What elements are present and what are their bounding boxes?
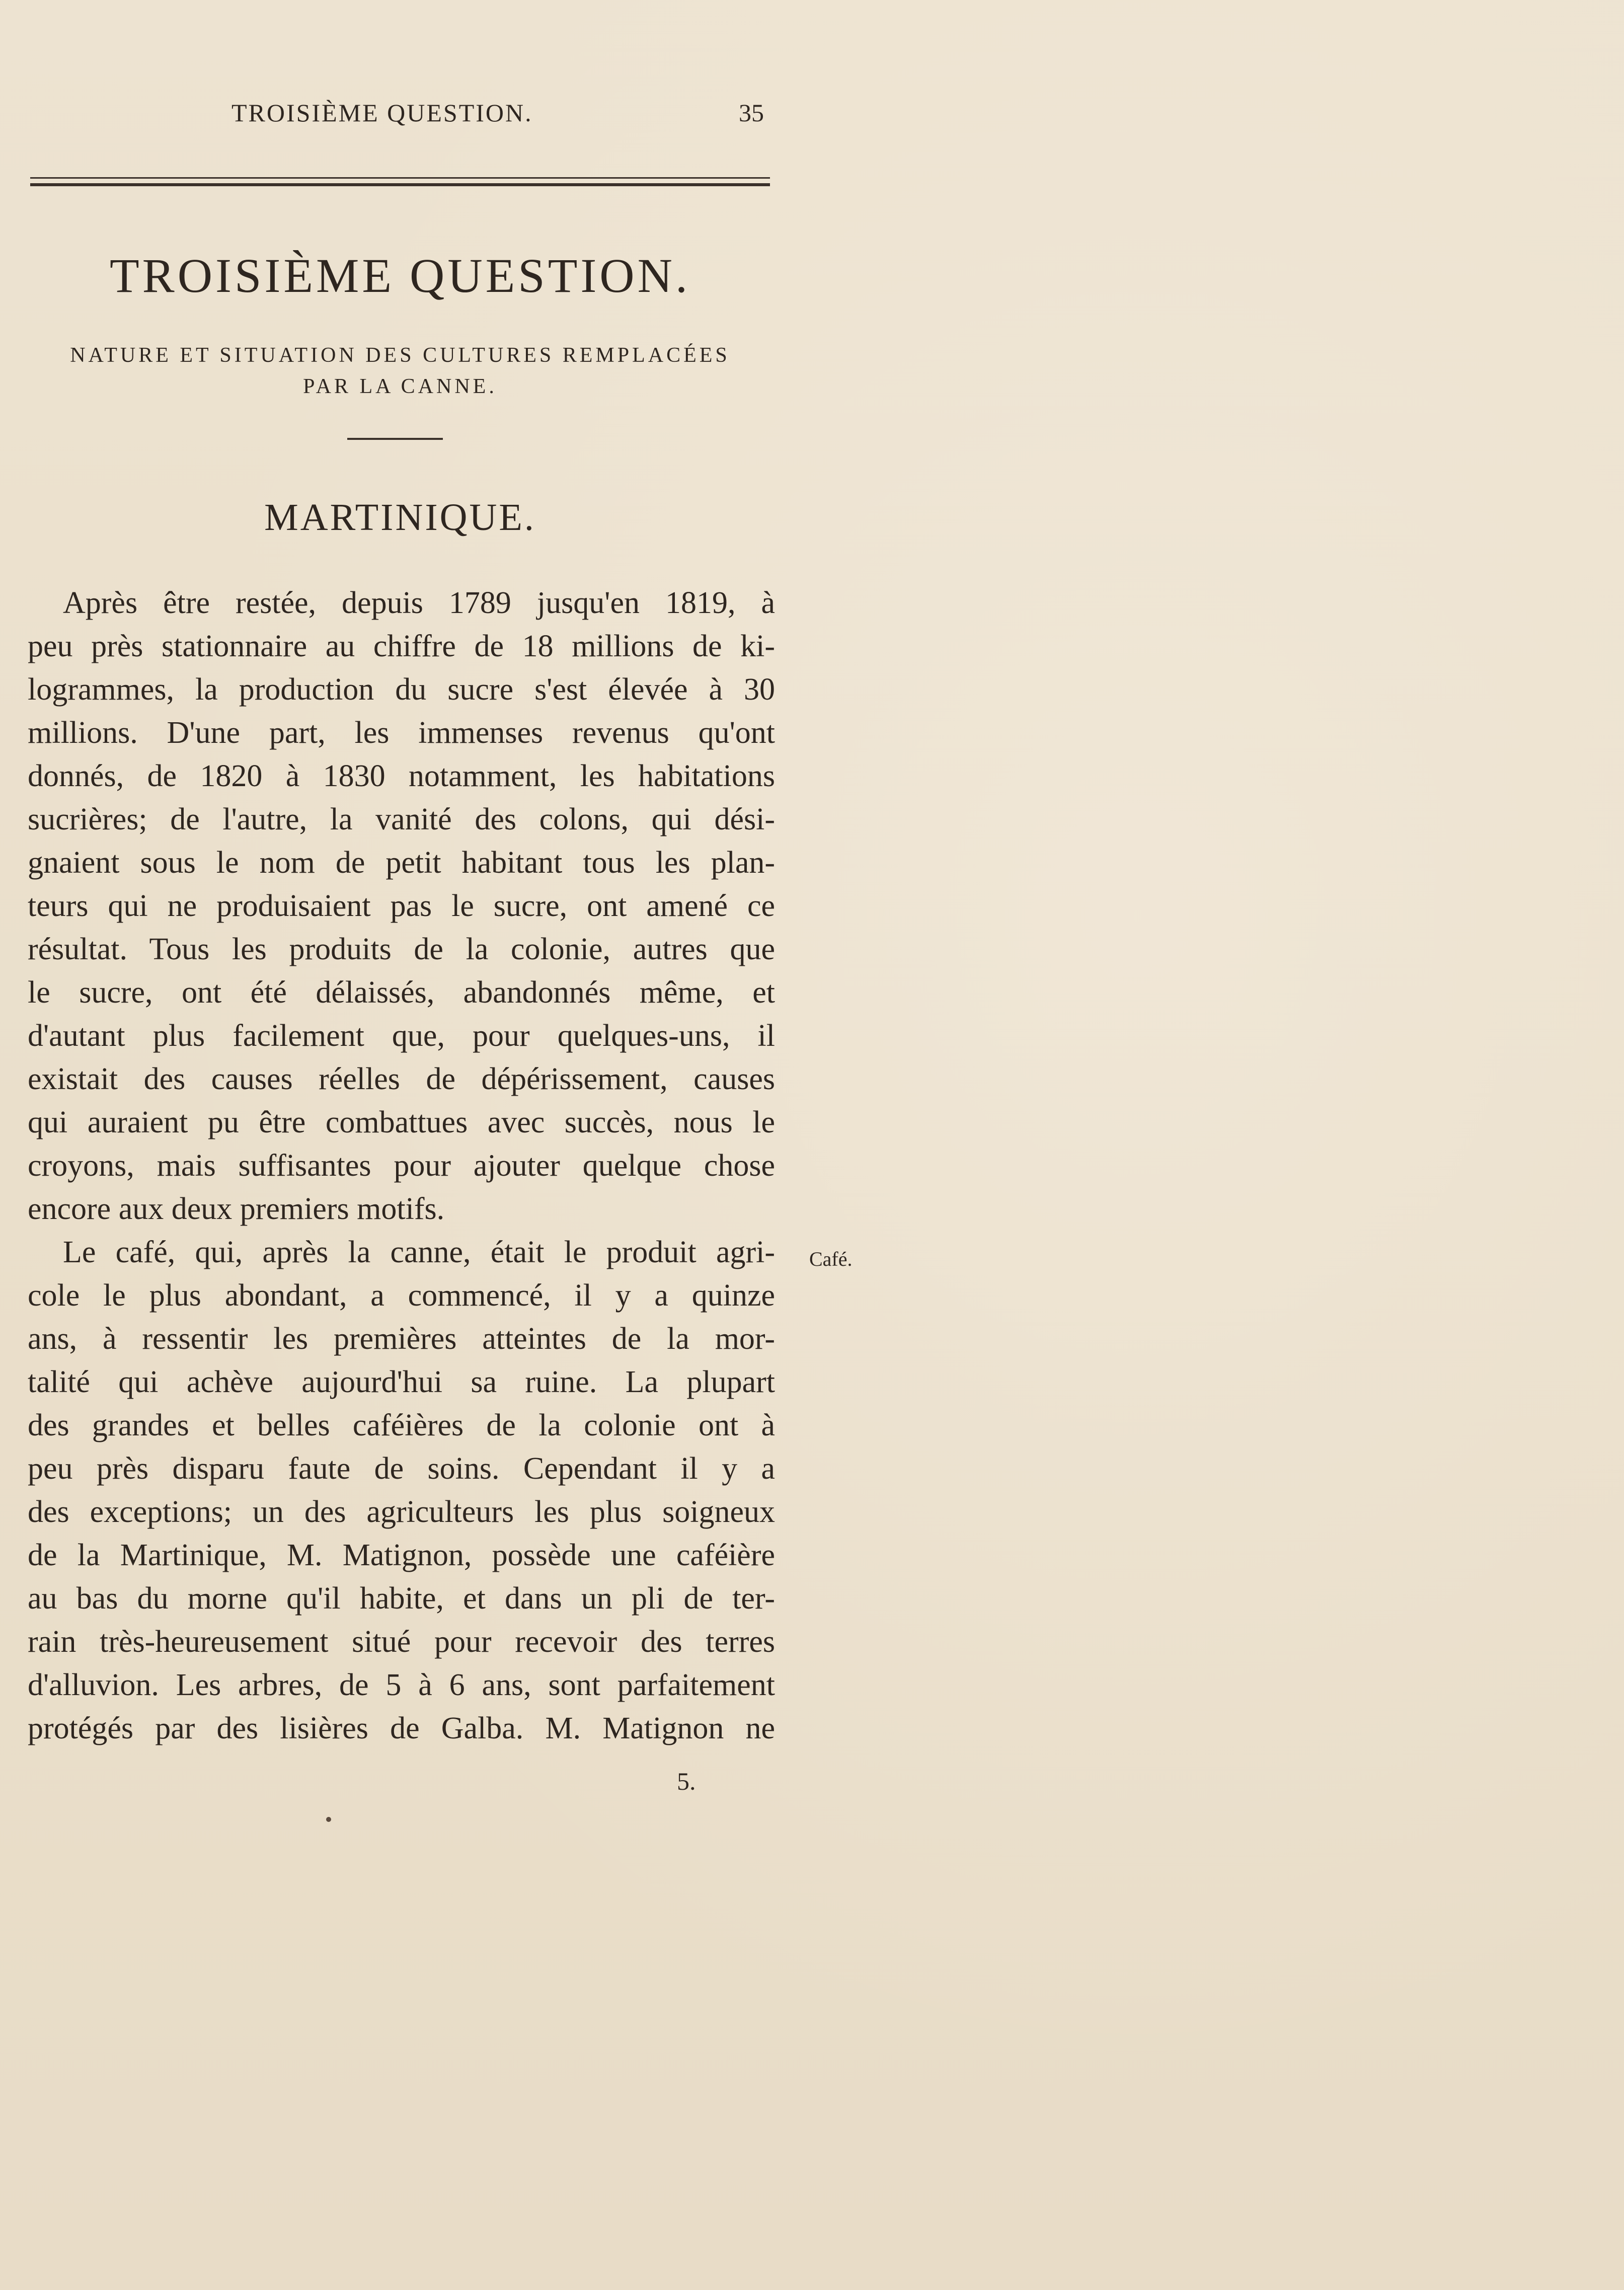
section-heading: MARTINIQUE. <box>264 496 536 539</box>
running-head <box>30 98 775 138</box>
text-line: talité qui achève aujourd'hui sa ruine. La plupart <box>28 1365 775 1399</box>
text-line: résultat. Tous les produits de la colonie, autres que <box>28 932 775 966</box>
ink-speck <box>326 1817 331 1822</box>
text-line: rain très-heureusement situé pour recevoir des terres <box>28 1625 775 1659</box>
running-head-title: TROISIÈME QUESTION. <box>231 99 533 127</box>
text-line: Après être restée, depuis 1789 jusqu'en 1819, à <box>63 586 775 620</box>
chapter-title: TROISIÈME QUESTION. <box>110 249 690 302</box>
text-line: cole le plus abondant, a commencé, il y a quinze <box>28 1278 775 1313</box>
text-line: au bas du morne qu'il habite, et dans un pli de ter- <box>28 1581 775 1616</box>
text-line: donnés, de 1820 à 1830 notamment, les habitations <box>28 759 775 793</box>
text-line: encore aux deux premiers motifs. <box>28 1192 445 1226</box>
body-text <box>28 581 775 1750</box>
text-line: millions. D'une part, les immenses revenus qu'ont <box>28 716 775 750</box>
text-line: des exceptions; un des agriculteurs les plus soigneux <box>28 1495 775 1529</box>
text-line: des grandes et belles caféières de la colonie ont à <box>28 1408 775 1442</box>
text-line: qui auraient pu être combattues avec succès, nous le <box>28 1105 775 1139</box>
text-line: d'autant plus facilement que, pour quelques-uns, il <box>28 1019 775 1053</box>
page-number: 35 <box>739 99 764 127</box>
text-line: peu près disparu faute de soins. Cependant il y a <box>28 1452 775 1486</box>
header-rule-thin <box>30 177 770 179</box>
header-rule-thick <box>30 183 770 186</box>
text-line: existait des causes réelles de dépérissement, causes <box>28 1062 775 1096</box>
text-line: le sucre, ont été délaissés, abandonnés même, et <box>28 975 775 1010</box>
subtitle-line: NATURE ET SITUATION DES CULTURES REMPLACÉES <box>70 344 730 367</box>
text-line: gnaient sous le nom de petit habitant tous les plan- <box>28 846 775 880</box>
text-line: logrammes, la production du sucre s'est élevée à 30 <box>28 672 775 707</box>
margin-note: Café. <box>809 1248 853 1270</box>
chapter-subtitle <box>30 340 770 402</box>
text-line: d'alluvion. Les arbres, de 5 à 6 ans, sont parfaitement <box>28 1668 775 1702</box>
subtitle-line: PAR LA CANNE. <box>303 375 497 398</box>
text-line: croyons, mais suffisantes pour ajouter quelque chose <box>28 1149 775 1183</box>
signature-mark: 5. <box>677 1767 696 1795</box>
text-line: teurs qui ne produisaient pas le sucre, ont amené ce <box>28 889 775 923</box>
section-divider <box>347 438 443 440</box>
text-line: de la Martinique, M. Matignon, possède une caféière <box>28 1538 775 1572</box>
text-line: protégés par des lisières de Galba. M. Matignon ne <box>28 1711 775 1745</box>
text-line: peu près stationnaire au chiffre de 18 millions de ki- <box>28 629 775 663</box>
text-line: ans, à ressentir les premières atteintes de la mor- <box>28 1322 775 1356</box>
text-line: Le café, qui, après la canne, était le produit agri- <box>63 1235 775 1269</box>
text-line: sucrières; de l'autre, la vanité des colons, qui dési- <box>28 802 775 836</box>
